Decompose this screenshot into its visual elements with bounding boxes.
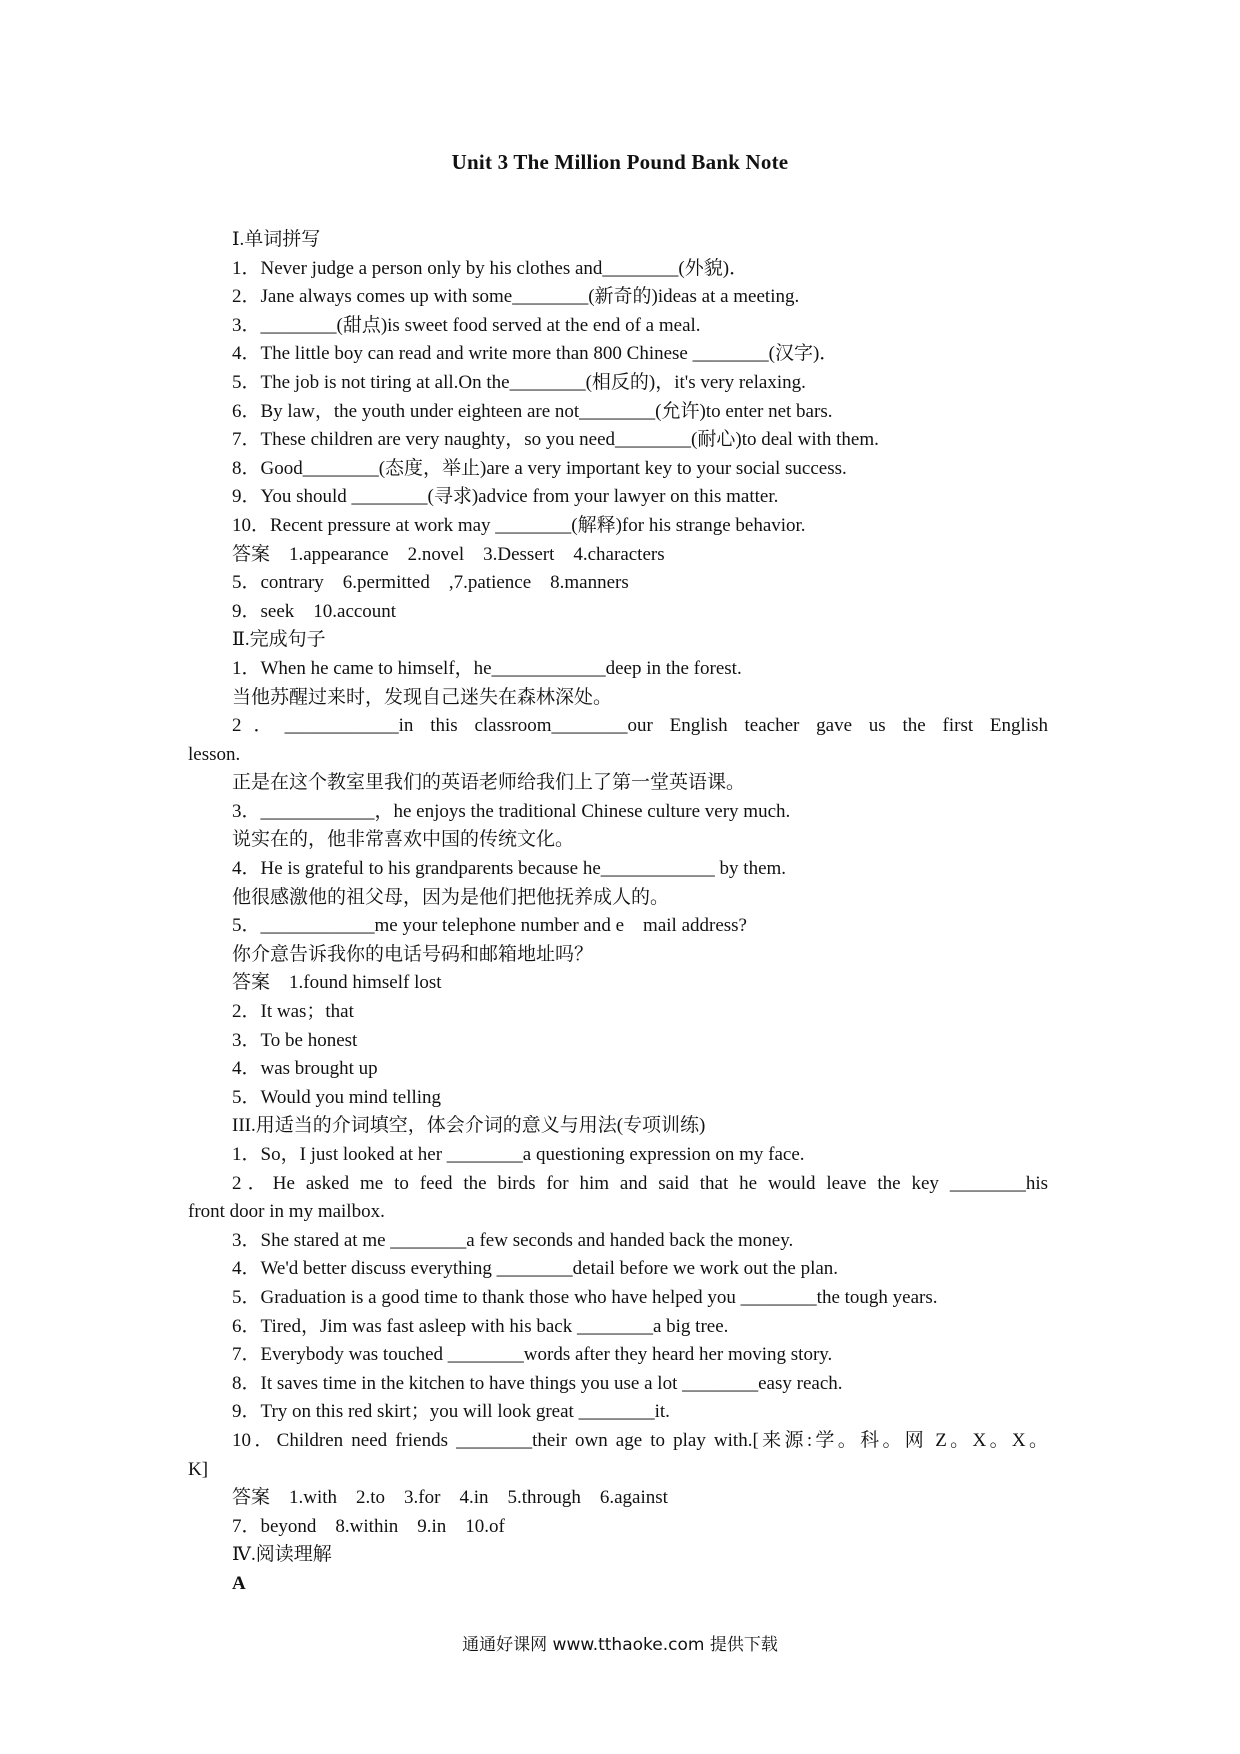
answer-line: 2．It was；that [232, 1001, 354, 1023]
question-item: 5．____________me your telephone number and e mail address? [232, 915, 747, 937]
section-heading: III.用适当的介词填空，体会介词的意义与用法(专项训练) [232, 1115, 706, 1137]
question-item: 7．These children are very naughty，so you need________(耐心)to deal with them. [232, 429, 879, 451]
passage-label: A [232, 1572, 246, 1594]
answer-line: 3．To be honest [232, 1029, 358, 1051]
answer-line: 7．beyond 8.within 9.in 10.of [232, 1515, 505, 1537]
question-item: 4．We'd better discuss everything ________detail before we work out the plan. [232, 1258, 839, 1280]
question-item: 1．Never judge a person only by his clothes and________(外貌)． [232, 257, 749, 279]
translation-line: 说实在的，他非常喜欢中国的传统文化。 [232, 829, 575, 851]
translation-line: 他很感激他的祖父母，因为是他们把他抚养成人的。 [232, 886, 670, 908]
question-item: 10．Recent pressure at work may ________(解释)for his strange behavior. [232, 514, 806, 536]
question-item: 8．Good________(态度，举止)are a very important key to your social success. [232, 457, 847, 479]
translation-line: 正是在这个教室里我们的英语老师给我们上了第一堂英语课。 [232, 772, 746, 794]
question-item: 6．Tired，Jim was fast asleep with his back ________a big tree. [232, 1315, 729, 1337]
question-item-continuation: lesson. [188, 743, 241, 765]
answer-line: 5．contrary 6.permitted ,7.patience 8.manners [232, 572, 629, 594]
translation-line: 你介意告诉我你的电话号码和邮箱地址吗？ [232, 943, 594, 965]
question-item: 1．So，I just looked at her ________a questioning expression on my face. [232, 1144, 805, 1165]
answer-line: 9．seek 10.account [232, 600, 397, 622]
section-heading: Ⅳ.阅读理解 [232, 1544, 332, 1566]
question-item: 3．____________，he enjoys the traditional Chinese culture very much. [232, 800, 791, 822]
question-item: 1．When he came to himself，he____________deep in the forest. [232, 657, 742, 679]
question-item: 2．____________in this classroom________our English teacher gave us the first English [232, 715, 1048, 737]
question-item: 2．Jane always comes up with some________(新奇的)ideas at a meeting. [232, 286, 800, 308]
question-item: 9．You should ________(寻求)advice from your lawyer on this matter. [232, 486, 779, 508]
question-item: 4．He is grateful to his grandparents because he____________ by them. [232, 858, 787, 880]
footer-source: 通通好课网 www.tthaoke.com 提供下载 [462, 1635, 778, 1655]
section-heading: Ⅰ.单词拼写 [232, 229, 321, 250]
question-item: 5．The job is not tiring at all.On the________(相反的)，it's very relaxing. [232, 371, 806, 393]
question-item: 3．________(甜点)is sweet food served at the end of a meal. [232, 314, 701, 336]
section-heading: Ⅱ.完成句子 [232, 629, 326, 651]
section-prepositions [188, 1112, 1048, 1541]
answer-line: 4．was brought up [232, 1058, 378, 1080]
page-title: Unit 3 The Million Pound Bank Note [451, 150, 789, 174]
question-item-continuation: front door in my mailbox. [188, 1201, 385, 1223]
answer-line: 答案 1.appearance 2.novel 3.Dessert 4.characters [232, 543, 665, 565]
section-reading [188, 1541, 1048, 1598]
question-item: 4．The little boy can read and write more than 800 Chinese ________(汉字)． [232, 343, 839, 365]
question-item: 5．Graduation is a good time to thank those who have helped you ________the tough years. [232, 1286, 938, 1308]
section-complete-sentences [188, 626, 1048, 1112]
question-item: 10．Children need friends ________their own age to play with.[来源:学。科。网 Z。X。X。 [232, 1429, 1048, 1451]
worksheet-content [188, 226, 1048, 1599]
question-item: 2．He asked me to feed the birds for him and said that he would leave the key ________his [232, 1172, 1048, 1194]
question-item: 7．Everybody was touched ________words after they heard her moving story. [232, 1344, 833, 1366]
question-item: 9．Try on this red skirt；you will look great ________it. [232, 1401, 670, 1423]
question-item: 6．By law，the youth under eighteen are not________(允许)to enter net bars. [232, 400, 833, 422]
question-item-continuation: K] [188, 1458, 209, 1480]
section-word-spelling [188, 226, 1048, 626]
answer-line: 5．Would you mind telling [232, 1086, 442, 1108]
answer-line: 答案 1.with 2.to 3.for 4.in 5.through 6.against [232, 1487, 668, 1509]
answer-line: 答案 1.found himself lost [232, 972, 442, 994]
translation-line: 当他苏醒过来时，发现自己迷失在森林深处。 [232, 686, 613, 708]
question-item: 8．It saves time in the kitchen to have things you use a lot ________easy reach. [232, 1372, 843, 1394]
question-item: 3．She stared at me ________a few seconds and handed back the money. [232, 1229, 794, 1251]
